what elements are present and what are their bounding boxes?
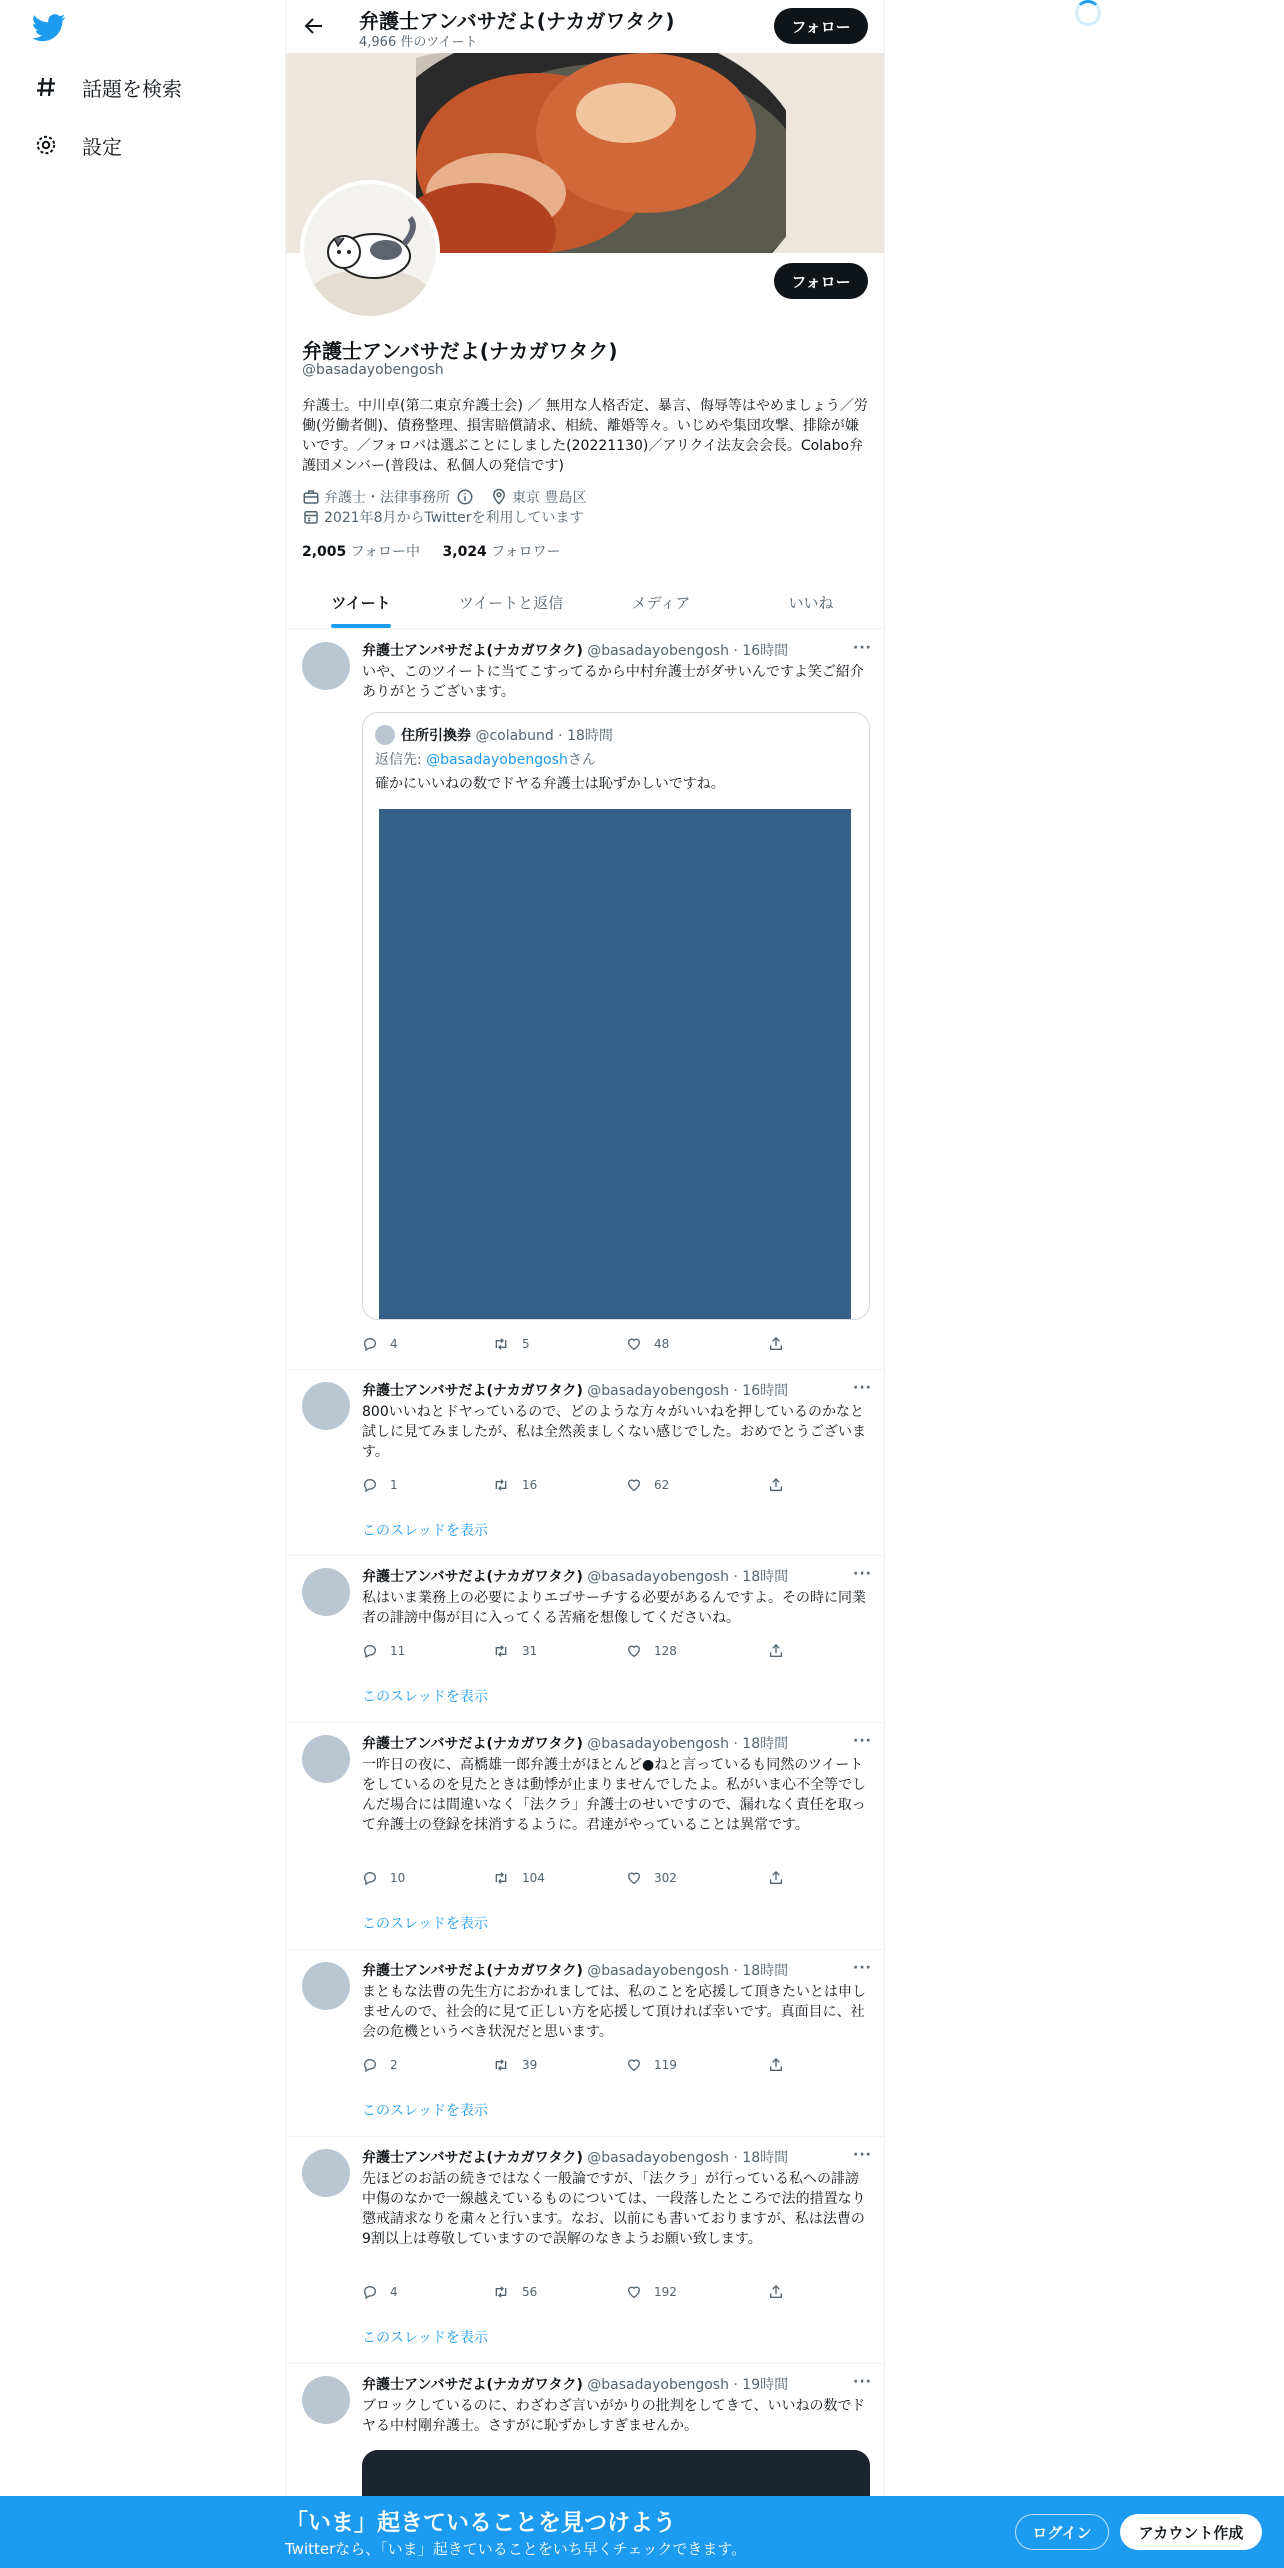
tweet-text: 800いいねとドヤっているので、どのような方々がいいねを押しているのかなと試しに見てみましたが、私は全然羨ましくない感じでした。おめでとうございます。: [362, 1404, 866, 1460]
profile-follow-stats: [302, 541, 561, 561]
more-icon[interactable]: ···: [853, 640, 872, 656]
share-icon: [768, 2284, 796, 2300]
replies-count: 1: [390, 1478, 398, 1492]
retweet-icon: [492, 1477, 522, 1493]
reply-button[interactable]: [362, 1336, 398, 1352]
profile-bio: 弁護士。中川卓(第二東京弁護士会) ／ 無用な人格否定、暴言、侮辱等はやめましょう／労働(労働者側)、債務整理、損害賠償請求、相続、離婚等々。いじめや集団攻撃、排除が嫌いです。／フォロバは選ぶことにしました(20221130)／アリクイ法友会会長。Colabo弁護団メンバー(普段は、私個人の発信です): [302, 398, 868, 474]
location-pin-icon: [490, 488, 508, 506]
reply-icon: [362, 1643, 390, 1659]
likes-count: 128: [654, 1644, 677, 1658]
quoted-text: 確かにいいねの数でドヤる弁護士は恥ずかしいですね。: [375, 776, 725, 792]
header-title: 弁護士アンバサだよ(ナカガワタク): [359, 9, 675, 33]
profile-tabs: [286, 576, 885, 629]
signup-banner: [0, 2496, 1284, 2568]
tweet[interactable]: [286, 630, 885, 1370]
show-thread-link[interactable]: このスレッドを表示: [362, 1689, 488, 1705]
tweet-text: 一昨日の夜に、高橋雄一郎弁護士がほとんど●ねと言っているも同然のツイートをしているのを見たときは動悸が止まりませんでしたよ。私がいま心不全等でしんだ場合には間違いなく「法クラ」弁護士のせいですので、漏れなく責任を取って弁護士の登録を抹消するように。君達がやっていることは異常です。: [362, 1757, 866, 1833]
calendar-icon: [302, 508, 320, 526]
tweet-header: 弁護士アンバサだよ(ナカガワタク) @basadayobengosh · 16時間: [362, 1383, 789, 1399]
share-button[interactable]: [768, 2284, 796, 2300]
like-button[interactable]: [626, 1336, 669, 1352]
tab-media[interactable]: メディア: [631, 593, 691, 612]
reply-icon: [362, 1336, 390, 1352]
login-button[interactable]: ログイン: [1015, 2514, 1109, 2550]
tweet[interactable]: [286, 1950, 885, 2137]
reply-to: 返信先: @basadayobengoshさん: [375, 752, 596, 768]
top-bar: [286, 0, 885, 53]
retweets-count: 5: [522, 1337, 530, 1351]
profile-meta-row: [302, 487, 598, 507]
profile-joined: 2021年8月からTwitterを利用しています: [302, 507, 595, 527]
tweet-actions: [362, 1477, 782, 1497]
likes-count: 302: [654, 1871, 677, 1885]
like-button[interactable]: [626, 1870, 677, 1886]
avatar[interactable]: [302, 2376, 350, 2424]
replies-count: 2: [390, 2058, 398, 2072]
tweet-text: 先ほどのお話の続きではなく一般論ですが、「法クラ」が行っている私への誹謗中傷のなかで一線越えているものについては、一段落したところで法的措置なり懲戒請求なりを粛々と行います。なお、以前にも書いておりますが、私は法曹の9割以上は尊敬していますので誤解のなきようお願い致します。: [362, 2171, 866, 2247]
reply-button[interactable]: [362, 1477, 398, 1493]
tweet-header: 弁護士アンバサだよ(ナカガワタク) @basadayobengosh · 18時間: [362, 1569, 789, 1585]
retweets-count: 104: [522, 1871, 545, 1885]
tweet-text: 私はいま業務上の必要によりエゴサーチする必要があるんですよ。その時に同業者の誹謗中傷が目に入ってくる苦痛を想像してくださいね。: [362, 1590, 866, 1626]
more-icon[interactable]: ···: [853, 2147, 872, 2163]
heart-icon: [626, 1643, 654, 1659]
like-button[interactable]: [626, 1643, 677, 1659]
tweet[interactable]: [286, 1723, 885, 1950]
tab-tweets-and-replies[interactable]: ツイートと返信: [458, 593, 564, 612]
retweet-button[interactable]: [492, 1643, 537, 1659]
profile-handle: @basadayobengosh: [302, 362, 444, 378]
nav-settings[interactable]: [32, 123, 122, 167]
tweet-header: 弁護士アンバサだよ(ナカガワタク) @basadayobengosh · 18時間: [362, 1963, 789, 1979]
heart-icon: [626, 2284, 654, 2300]
info-icon[interactable]: [456, 488, 474, 506]
like-button[interactable]: [626, 1477, 669, 1493]
retweet-icon: [492, 1870, 522, 1886]
reply-button[interactable]: [362, 2057, 398, 2073]
retweets-count: 56: [522, 2285, 538, 2299]
tweet-actions: [362, 1643, 782, 1663]
tweet-header: 弁護士アンバサだよ(ナカガワタク) @basadayobengosh · 18時間: [362, 1736, 789, 1752]
hashtag-icon: [32, 73, 60, 101]
avatar: [375, 725, 395, 745]
replies-count: 4: [390, 1337, 398, 1351]
tweet-text: まともな法曹の先生方におかれましては、私のことを応援して頂きたいとは申しませんので、社会的に見て正しい方を応援して頂ければ幸いです。真面目に、社会の危機というべき状況だと思います。: [362, 1984, 866, 2040]
like-button[interactable]: [626, 2284, 677, 2300]
header-follow-button[interactable]: フォロー: [774, 8, 868, 44]
retweets-count: 31: [522, 1644, 538, 1658]
share-button[interactable]: [768, 1870, 796, 1886]
signup-banner-subtitle: Twitterなら、「いま」起きていることをいち早くチェックできます。: [285, 2540, 747, 2558]
avatar[interactable]: [302, 1962, 350, 2010]
profile-location: 東京 豊島区: [490, 487, 586, 507]
tab-likes[interactable]: いいね: [788, 593, 834, 612]
share-icon: [768, 2057, 796, 2073]
signup-button[interactable]: アカウント作成: [1120, 2514, 1262, 2550]
twitter-bird-icon[interactable]: [32, 14, 66, 42]
show-thread-link[interactable]: このスレッドを表示: [362, 1523, 488, 1539]
tweet-text: いや、このツイートに当てこすってるから中村弁護士がダサいんですよ笑ご紹介ありがとうございます。: [362, 664, 864, 700]
profile-name: 弁護士アンバサだよ(ナカガワタク): [302, 339, 618, 363]
retweet-button[interactable]: [492, 1477, 537, 1493]
retweets-count: 39: [522, 2058, 538, 2072]
tweet[interactable]: [286, 1556, 885, 1723]
share-icon: [768, 1336, 796, 1352]
share-button[interactable]: [768, 2057, 796, 2073]
nav-explore[interactable]: [32, 65, 182, 109]
loading-spinner-icon: [1075, 0, 1101, 26]
retweet-button[interactable]: [492, 1870, 545, 1886]
signup-banner-title: 「いま」起きていることを見つけよう: [285, 2510, 676, 2536]
likes-count: 48: [654, 1337, 670, 1351]
quoted-header: 住所引換券 @colabund · 18時間: [401, 728, 613, 744]
share-button[interactable]: [768, 1336, 796, 1352]
tweet-text: ブロックしているのに、わざわざ言いがかりの批判をしてきて、いいねの数でドヤる中村剛弁護士。さすがに恥ずかしすぎませんか。: [362, 2398, 866, 2434]
avatar[interactable]: [302, 2149, 350, 2197]
tweet[interactable]: [286, 1370, 885, 1556]
nav-explore-label: 話題を検索: [82, 76, 182, 101]
gear-icon: [32, 131, 60, 159]
reply-icon: [362, 2284, 390, 2300]
tweet-actions: [362, 2284, 782, 2304]
more-icon[interactable]: ···: [853, 1733, 872, 1749]
nav-settings-label: 設定: [82, 134, 122, 159]
header-tweet-count: 4,966 件のツイート: [359, 35, 478, 50]
share-button[interactable]: [768, 1477, 796, 1493]
replies-count: 10: [390, 1871, 406, 1885]
tweet-header: 弁護士アンバサだよ(ナカガワタク) @basadayobengosh · 18時間: [362, 2150, 789, 2166]
retweet-button[interactable]: [492, 2284, 537, 2300]
more-icon[interactable]: ···: [853, 1960, 872, 1976]
briefcase-icon: [302, 488, 320, 506]
more-icon[interactable]: ···: [853, 2374, 872, 2390]
quoted-image[interactable]: [379, 809, 851, 1320]
show-thread-link[interactable]: このスレッドを表示: [362, 2103, 488, 2119]
retweet-icon: [492, 2057, 522, 2073]
likes-count: 62: [654, 1478, 670, 1492]
share-icon: [768, 1477, 796, 1493]
following-link[interactable]: 2,005 フォロー中: [302, 544, 421, 560]
quoted-tweet[interactable]: [362, 712, 870, 1320]
profile-follow-button[interactable]: フォロー: [774, 263, 868, 299]
tweet-header: 弁護士アンバサだよ(ナカガワタク) @basadayobengosh · 19時間: [362, 2377, 789, 2393]
replies-count: 11: [390, 1644, 406, 1658]
heart-icon: [626, 2057, 654, 2073]
retweet-button[interactable]: [492, 2057, 537, 2073]
show-thread-link[interactable]: このスレッドを表示: [362, 2330, 488, 2346]
followers-link[interactable]: 3,024 フォロワー: [442, 544, 561, 560]
profile-category: 弁護士・法律事務所: [302, 487, 478, 507]
left-navigation: [0, 0, 285, 2568]
avatar[interactable]: [302, 1568, 350, 1616]
avatar[interactable]: [302, 642, 350, 690]
reply-icon: [362, 2057, 390, 2073]
back-arrow-icon[interactable]: [302, 14, 326, 38]
retweet-icon: [492, 1336, 522, 1352]
avatar[interactable]: [302, 1382, 350, 1430]
reply-button[interactable]: [362, 1643, 405, 1659]
more-icon[interactable]: ···: [853, 1380, 872, 1396]
heart-icon: [626, 1477, 654, 1493]
main-column: [285, 0, 885, 2568]
retweet-icon: [492, 1643, 522, 1659]
tweet-actions: [362, 1870, 782, 1890]
replies-count: 4: [390, 2285, 398, 2299]
like-button[interactable]: [626, 2057, 677, 2073]
reply-icon: [362, 1477, 390, 1493]
tweet[interactable]: [286, 2137, 885, 2364]
likes-count: 192: [654, 2285, 677, 2299]
profile-avatar[interactable]: [300, 180, 440, 320]
show-thread-link[interactable]: このスレッドを表示: [362, 1916, 488, 1932]
retweets-count: 16: [522, 1478, 538, 1492]
share-icon: [768, 1870, 796, 1886]
likes-count: 119: [654, 2058, 677, 2072]
tab-tweets[interactable]: ツイート: [286, 576, 436, 628]
heart-icon: [626, 1870, 654, 1886]
share-icon: [768, 1643, 796, 1659]
tweet-actions: [362, 2057, 782, 2077]
more-icon[interactable]: ···: [853, 1566, 872, 1582]
share-button[interactable]: [768, 1643, 796, 1659]
avatar[interactable]: [302, 1735, 350, 1783]
tweet-header: 弁護士アンバサだよ(ナカガワタク) @basadayobengosh · 16時間: [362, 643, 789, 659]
heart-icon: [626, 1336, 654, 1352]
reply-icon: [362, 1870, 390, 1886]
reply-button[interactable]: [362, 1870, 405, 1886]
retweet-button[interactable]: [492, 1336, 530, 1352]
tweet-actions: [362, 1336, 782, 1356]
retweet-icon: [492, 2284, 522, 2300]
reply-button[interactable]: [362, 2284, 398, 2300]
